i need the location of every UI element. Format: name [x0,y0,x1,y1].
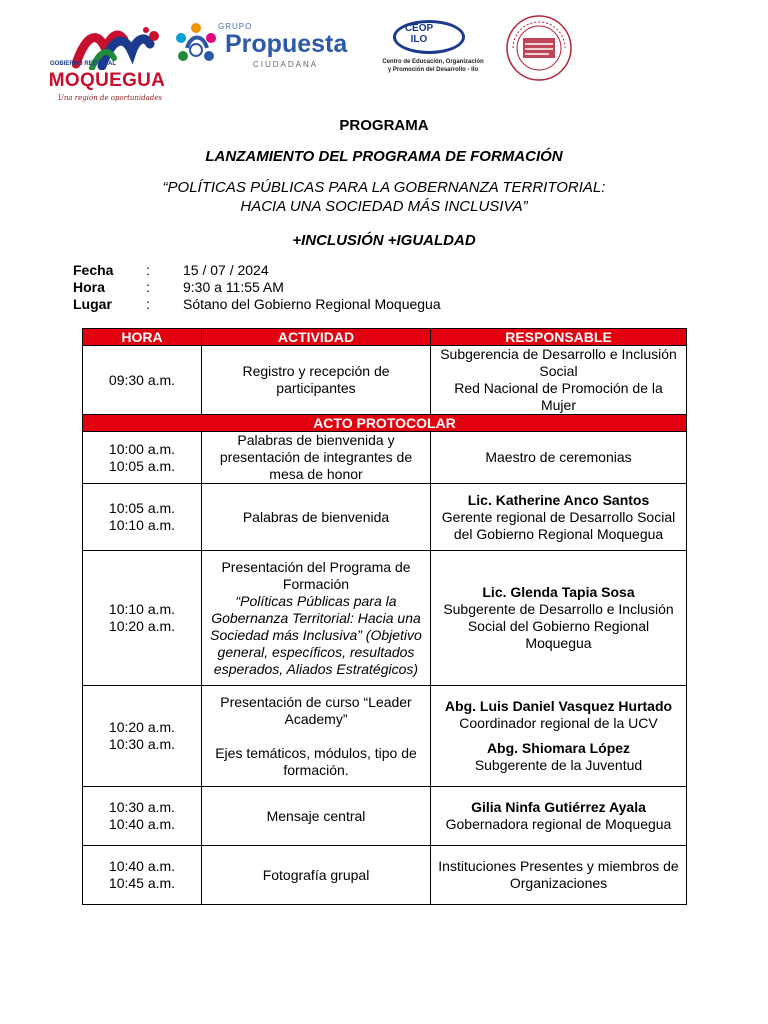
hora-cell [83,484,202,551]
hora-end: 10:05 a.m. [108,457,176,474]
hora-cell [83,846,202,905]
actividad-text: Mensaje central [266,807,366,824]
actividad-detail: Ejes temáticos, módulos, tipo de formación. [215,744,417,778]
actividad-cell [202,787,431,846]
actividad-text: Palabras de bienvenida [242,508,390,525]
responsable-cell [431,846,687,905]
actividad-text: Presentación de curso “Leader Academy” [220,693,412,727]
moquegua-top-line: GOBIERNO REGIONAL [50,61,117,67]
event-subtitle-line-1: “POLÍTICAS PÚBLICAS PARA LA GOBERNANZA TERRITORIAL: [162,179,606,196]
moquegua-name: MOQUEGUA [48,70,166,91]
hora-cell [83,346,202,415]
responsable-cell [431,432,687,484]
event-title: LANZAMIENTO DEL PROGRAMA DE FORMACIÓN [205,148,563,165]
responsable-cell [431,686,687,787]
ceop-acronym-1: CEOP [404,23,434,34]
meta-row-lugar [73,296,441,313]
column-header-hora: HORA [83,329,202,346]
hora-end: 10:45 a.m. [108,875,176,891]
actividad-cell [202,846,431,905]
hora-start: 10:05 a.m. [108,500,176,516]
event-subtitle [0,178,768,216]
actividad-cell [202,686,431,787]
responsable-text: Maestro de ceremonias [485,449,632,465]
actividad-text: Presentación del Programa de Formación [221,558,411,592]
lugar-value: Sótano del Gobierno Regional Moquegua [183,296,441,312]
table-row [83,432,687,484]
table-row [83,346,687,415]
hora-start: 10:00 a.m. [108,440,176,457]
responsable-text: Subgerente de Desarrollo e Inclusión Social del Gobierno Regional Moquegua [443,601,674,651]
propuesta-name: Propuesta [225,30,348,58]
lugar-label: Lugar [73,296,112,312]
gobierno-regional-moquegua-logo [44,18,170,106]
meta-row-fecha [73,262,441,279]
hora-cell [83,432,202,484]
hora-cell [83,551,202,686]
ceop-acronym-2: ILO [410,34,428,45]
ceop-desc-2: y Promoción del Desarrollo - Ilo [387,67,479,73]
actividad-cell [202,551,431,686]
red-nacional-mujer-seal-icon [505,14,573,82]
people-circle-icon [173,20,219,70]
hora-start: 09:30 a.m. [108,371,176,388]
responsable-text: Red Nacional de Promoción de la Mujer [454,380,663,413]
meta-row-hora [73,279,441,296]
grupo-propuesta-ciudadana-logo [173,18,353,78]
hora-cell [83,787,202,846]
table-row [83,787,687,846]
responsable-text: Instituciones Presentes y miembros de Organizaciones [438,858,679,891]
moquegua-slogan: Una región de oportunidades [58,94,163,102]
hora-start: 10:40 a.m. [108,858,176,874]
responsable-text: Gerente regional de Desarrollo Social del Gobierno Regional Moquegua [441,508,676,542]
responsable-text: Subgerente de la Juventud [474,757,643,773]
ceop-acronym [399,23,439,45]
hora-end: 10:30 a.m. [108,736,176,752]
hora-separator: : [146,279,150,295]
ceop-ilo-logo [368,18,498,88]
actividad-spacer [206,728,426,745]
event-tagline: +INCLUSIÓN +IGUALDAD [292,232,476,249]
responsable-name: Lic. Katherine Anco Santos [467,491,650,508]
event-subtitle-line-2: HACIA UNA SOCIEDAD MÁS INCLUSIVA” [240,198,528,215]
table-header-row [83,329,687,346]
lugar-separator: : [146,296,150,312]
table-row [83,484,687,551]
hora-start: 10:10 a.m. [108,601,176,617]
responsable-text: Coordinador regional de la UCV [459,715,658,731]
event-details [73,262,441,313]
fecha-label: Fecha [73,262,114,278]
hora-value: 9:30 a 11:55 AM [183,279,284,295]
hora-start: 10:30 a.m. [108,799,176,815]
responsable-text: Gobernadora regional de Moquegua [445,816,672,832]
column-header-actividad: ACTIVIDAD [202,329,431,346]
ceop-description [368,58,498,74]
section-acto-protocolar: ACTO PROTOCOLAR [83,415,687,432]
responsable-name: Lic. Glenda Tapia Sosa [482,584,635,600]
responsable-cell [431,484,687,551]
propuesta-group-label: GRUPO [218,22,253,31]
section-row [83,415,687,432]
propuesta-sub: CIUDADANA [253,60,319,69]
actividad-text: Palabras de bienvenida y presentación de integrantes de mesa de honor [219,432,413,482]
hora-start: 10:20 a.m. [108,719,176,735]
column-header-responsable: RESPONSABLE [431,329,687,346]
actividad-detail: “Políticas Públicas para la Gobernanza Territorial: Hacia una Sociedad más Inclusiva” (Objetivo general, específicos, resultados esperados, Aliados Estratégicos) [210,592,422,677]
schedule-table [82,328,687,905]
table-row [83,551,687,686]
table-row [83,846,687,905]
hora-end: 10:20 a.m. [108,618,176,634]
hora-cell [83,686,202,787]
responsable-cell [431,787,687,846]
logo-strip [0,10,768,105]
ceop-desc-1: Centro de Educación, Organización [382,59,484,65]
actividad-text: Fotografía grupal [262,866,370,883]
responsable-name: Abg. Shiomara López [486,740,631,756]
hora-end: 10:10 a.m. [108,517,176,533]
actividad-cell [202,346,431,415]
document-title: PROGRAMA [339,117,429,134]
actividad-text: Registro y recepción de participantes [242,363,390,396]
actividad-cell [202,484,431,551]
fecha-separator: : [146,262,150,278]
responsable-cell [431,346,687,415]
hora-end: 10:40 a.m. [108,816,176,832]
actividad-cell [202,432,431,484]
responsable-text: Subgerencia de Desarrollo e Inclusión Social [440,346,677,379]
fecha-value: 15 / 07 / 2024 [183,262,269,278]
table-row [83,686,687,787]
responsable-spacer [435,732,682,740]
responsable-name: Abg. Luis Daniel Vasquez Hurtado [444,698,673,714]
hora-label: Hora [73,279,105,295]
responsable-cell [431,551,687,686]
responsable-name: Gilia Ninfa Gutiérrez Ayala [471,799,646,815]
